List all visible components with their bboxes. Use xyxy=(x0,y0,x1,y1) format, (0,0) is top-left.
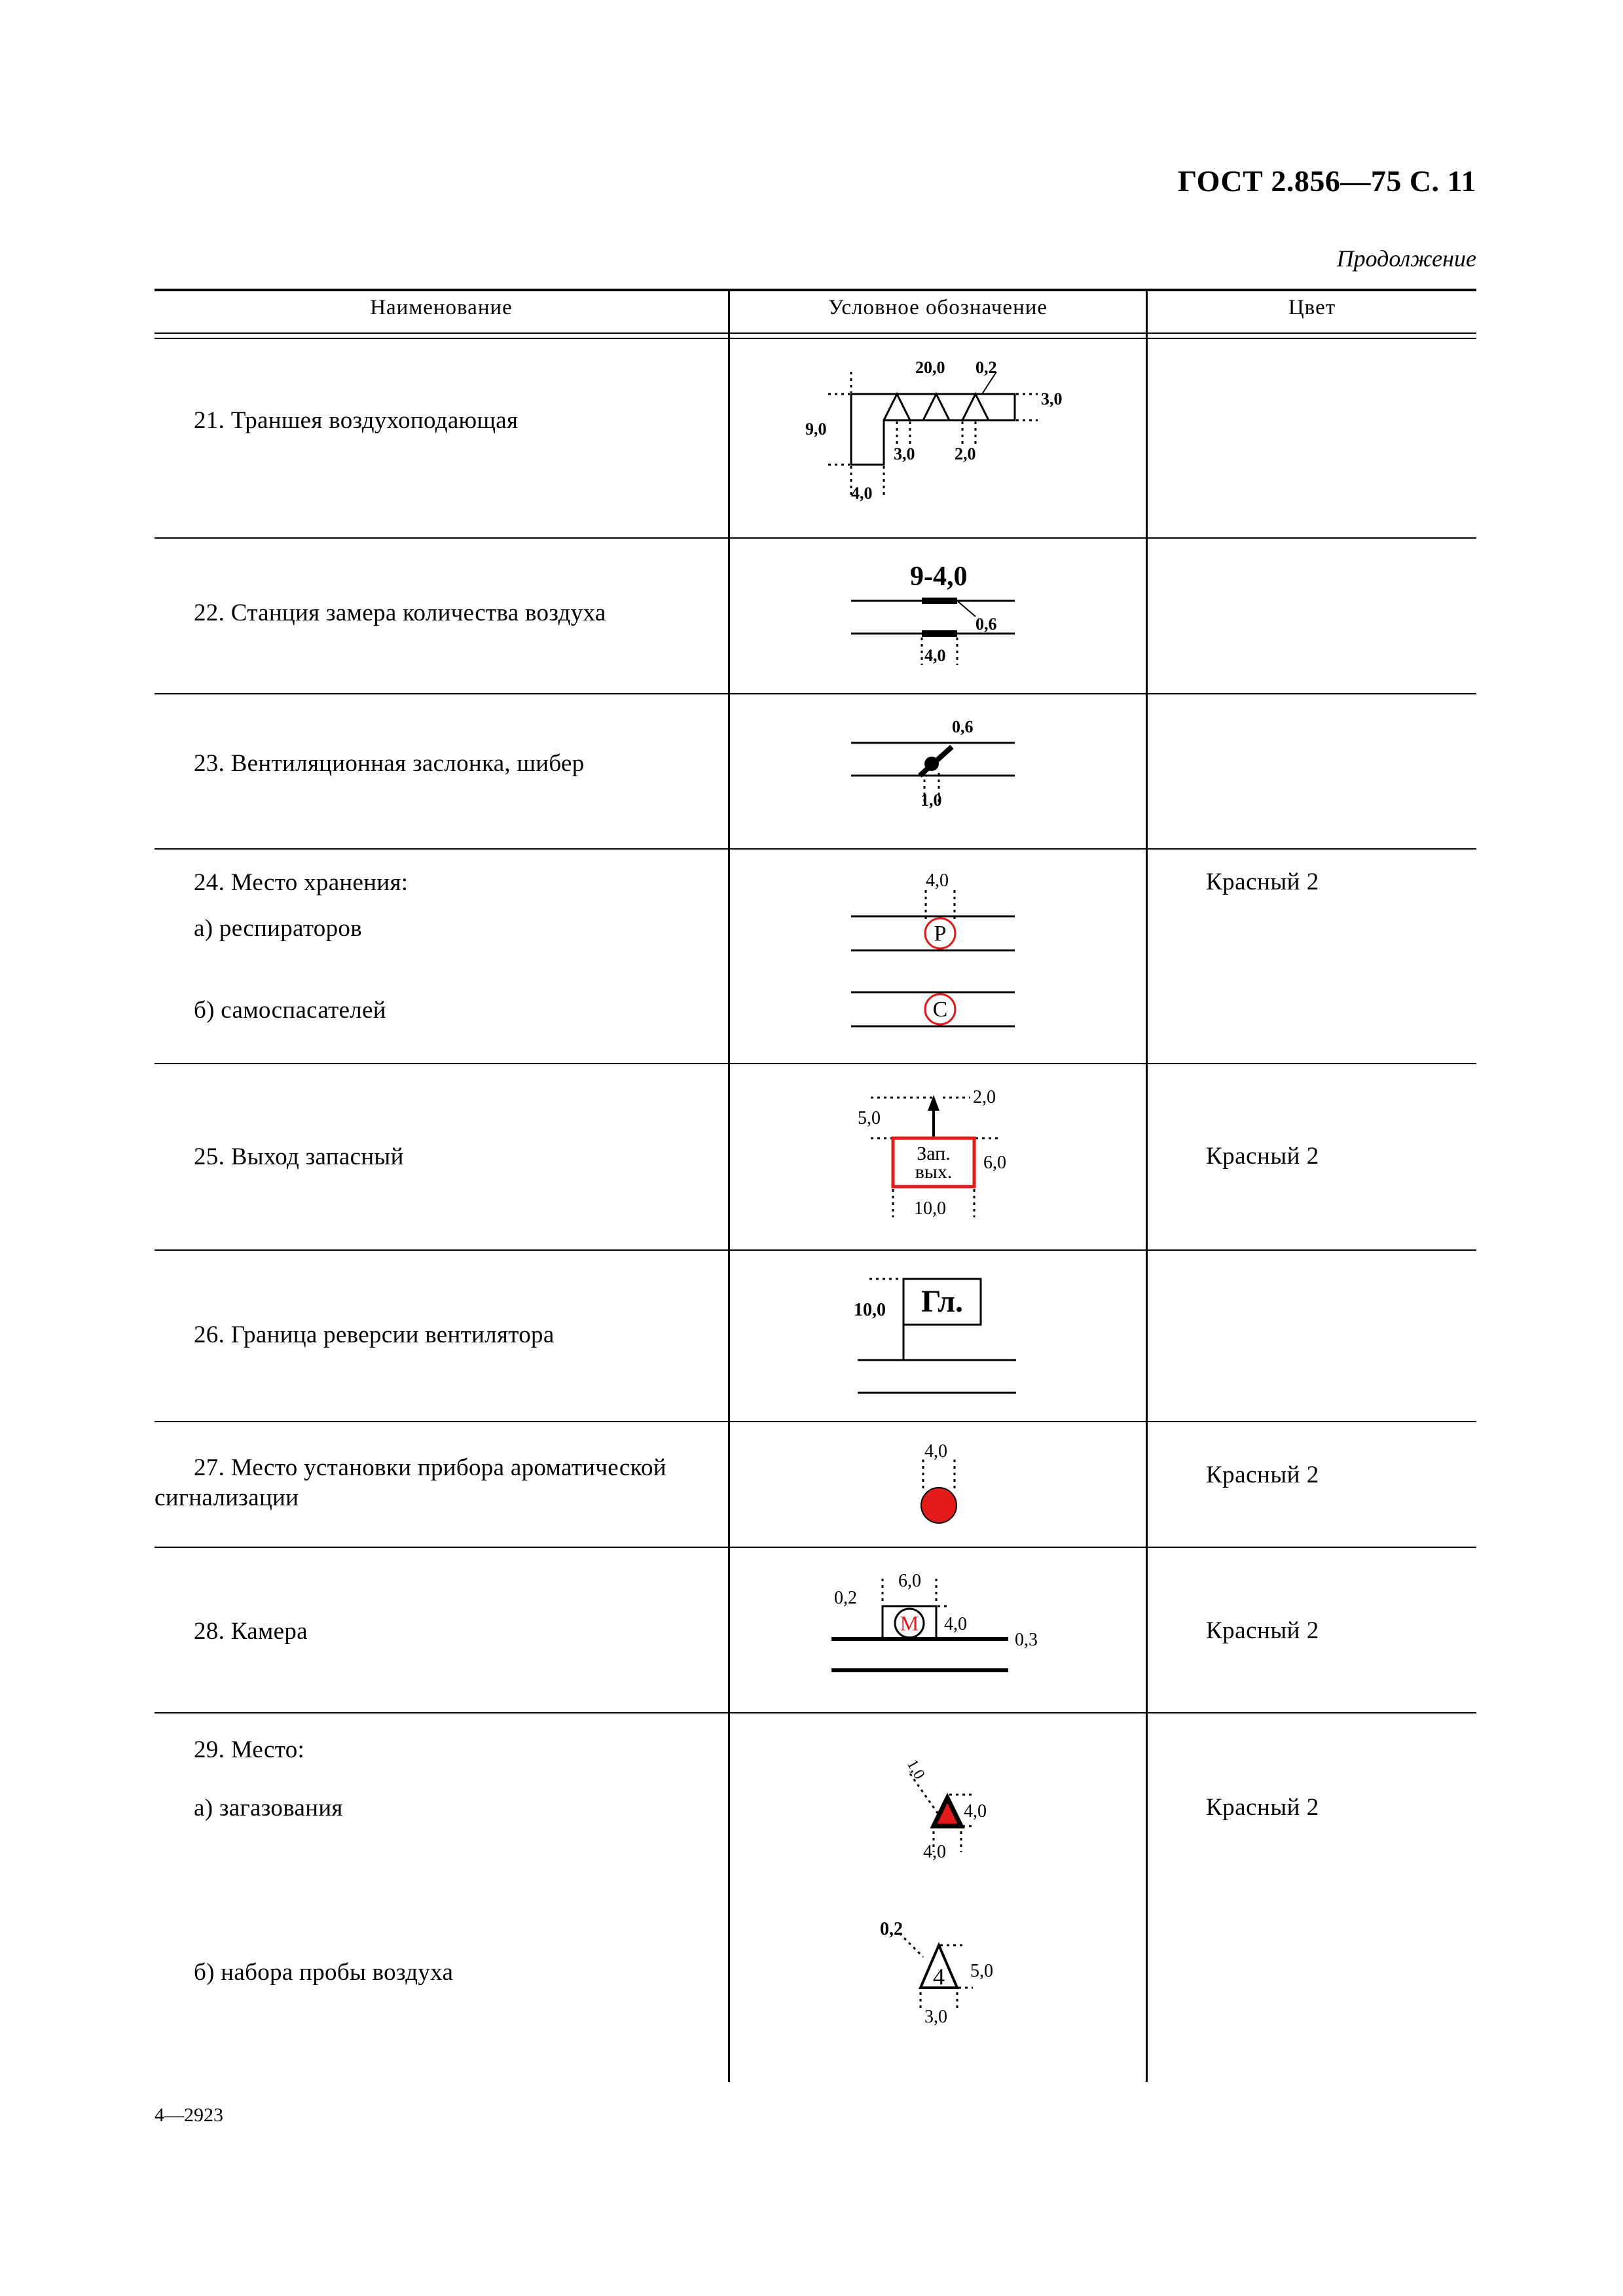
row-28-name: 28. Камера xyxy=(194,1618,308,1645)
row-26-name: 26. Граница реверсии вентилятора xyxy=(194,1321,555,1348)
dim-label: 20,0 xyxy=(915,358,945,377)
symbol-27-alarm-device xyxy=(903,1440,1002,1538)
symbol-25-emergency-exit xyxy=(845,1083,1061,1234)
dim-label: 0,6 xyxy=(952,717,974,736)
row-divider xyxy=(155,693,1476,694)
row-divider xyxy=(155,1249,1476,1251)
row-24a-name: а) респираторов xyxy=(194,915,362,942)
row-29-name: 29. Место: xyxy=(194,1736,305,1763)
row-27-color: Красный 2 xyxy=(1206,1462,1319,1488)
table-top-rule xyxy=(155,289,1476,291)
dim-label: 10,0 xyxy=(914,1198,946,1219)
dim-label: 6,0 xyxy=(898,1571,921,1591)
dim-label: 4,0 xyxy=(923,1842,946,1862)
continuation-label: Продолжение xyxy=(1336,245,1476,272)
row-29b-name: б) набора пробы воздуха xyxy=(194,1959,454,1986)
boundary-box-label: Гл. xyxy=(921,1284,964,1319)
exit-label-line2: вых. xyxy=(915,1161,953,1183)
row-22-name: 22. Станция замера количества воздуха xyxy=(194,600,606,626)
sampling-number: 4 xyxy=(933,1964,945,1990)
row-24-color: Красный 2 xyxy=(1206,869,1319,895)
symbol-23-damper xyxy=(845,710,1054,821)
row-29a-name: а) загазования xyxy=(194,1795,343,1821)
dim-label: 4,0 xyxy=(851,484,873,503)
dim-label: 6,0 xyxy=(983,1153,1006,1173)
dim-label: 5,0 xyxy=(970,1961,993,1981)
dim-label: 1,0 xyxy=(903,1757,928,1782)
row-28-color: Красный 2 xyxy=(1206,1617,1319,1644)
dim-label: 3,0 xyxy=(1041,389,1063,408)
dim-label: 0,2 xyxy=(834,1588,857,1608)
row-24b-name: б) самоспасателей xyxy=(194,997,386,1024)
dim-label: 2,0 xyxy=(955,444,976,463)
row-21-name: 21. Траншея воздухоподающая xyxy=(194,407,519,434)
dim-label: 1,0 xyxy=(921,791,942,810)
dim-label: 9,0 xyxy=(805,420,827,439)
row-divider xyxy=(155,537,1476,539)
row-divider xyxy=(155,1063,1476,1064)
symbol-21-trench xyxy=(786,353,1080,517)
dim-label: 0,2 xyxy=(976,358,997,377)
header-rule-2 xyxy=(155,338,1476,339)
column-divider xyxy=(728,290,730,2082)
dim-label: 4,0 xyxy=(924,646,946,665)
symbol-28-chamber xyxy=(825,1564,1074,1682)
row-27-name-line1: 27. Место установки прибора ароматической xyxy=(194,1454,666,1481)
footer-code: 4—2923 xyxy=(155,2104,223,2126)
row-29-color: Красный 2 xyxy=(1206,1794,1319,1821)
chamber-letter: М xyxy=(900,1611,919,1635)
station-label: 9-4,0 xyxy=(910,562,968,592)
row-divider xyxy=(155,1547,1476,1548)
dim-label: 3,0 xyxy=(894,444,915,463)
dim-label: 4,0 xyxy=(944,1614,967,1634)
row-23-name: 23. Вентиляционная заслонка, шибер xyxy=(194,750,585,777)
self-rescuer-letter: С xyxy=(932,997,948,1022)
column-header-color: Цвет xyxy=(1288,296,1336,319)
column-header-name: Наименование xyxy=(370,296,513,319)
row-24-name: 24. Место хранения: xyxy=(194,869,409,896)
row-25-color: Красный 2 xyxy=(1206,1143,1319,1170)
dim-label: 0,3 xyxy=(1015,1630,1038,1650)
dim-label: 2,0 xyxy=(973,1087,996,1107)
column-header-symbol: Условное обозначение xyxy=(828,296,1048,319)
respirator-letter: Р xyxy=(934,922,947,946)
header-rule-1 xyxy=(155,332,1476,334)
exit-label-line1: Зап. xyxy=(917,1143,951,1164)
symbol-29b-air-sampling xyxy=(871,1911,1034,2029)
row-27-name-line2: сигнализации xyxy=(155,1484,299,1511)
page-header: ГОСТ 2.856—75 С. 11 xyxy=(1177,164,1476,198)
symbol-24-storage xyxy=(845,864,1054,1041)
dim-label: 0,6 xyxy=(976,615,997,634)
symbol-26-reversal-boundary xyxy=(845,1270,1061,1407)
symbol-29a-gas-location xyxy=(890,1741,1041,1872)
dim-label: 5,0 xyxy=(858,1108,881,1128)
row-divider xyxy=(155,1421,1476,1422)
row-divider xyxy=(155,848,1476,850)
symbol-22-metering-station xyxy=(845,556,1054,687)
dim-label: 10,0 xyxy=(854,1300,886,1320)
row-divider xyxy=(155,1712,1476,1713)
dim-label: 4,0 xyxy=(924,1441,947,1462)
dim-label: 4,0 xyxy=(926,870,949,891)
dim-label: 0,2 xyxy=(880,1919,903,1939)
row-25-name: 25. Выход запасный xyxy=(194,1143,404,1170)
column-divider xyxy=(1146,290,1148,2082)
dim-label: 4,0 xyxy=(964,1801,987,1821)
dim-label: 3,0 xyxy=(924,2007,947,2027)
